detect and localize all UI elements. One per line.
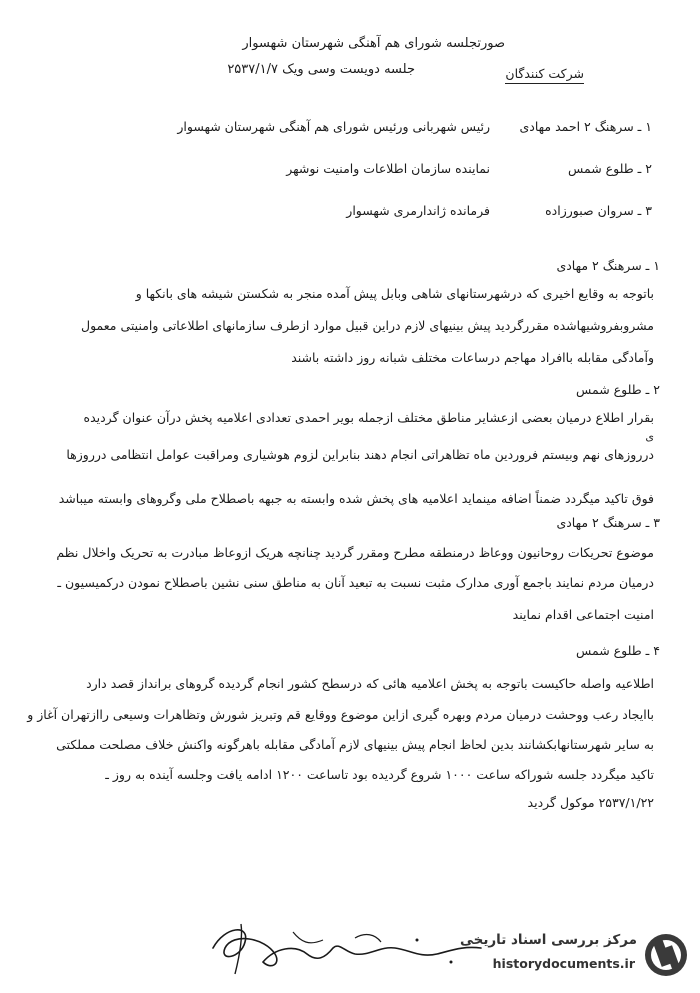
attendee-role: نماینده سازمان اطلاعات وامنیت نوشهر [286,161,490,176]
attendee-role: رئیس شهربانی ورئیس شورای هم آهنگی شهرستان شهسوار [177,119,490,134]
section-line: درروزهای نهم وبیستم فروردین ماه تظاهراتی انجام دهند بنابراین لزوم هوشیاری ومراقبت عوامل انتظامی درروزها [66,447,654,462]
watermark-url: historydocuments.ir [492,956,635,971]
attendee-name: ۲ ـ طلوع شمس [568,161,652,176]
watermark-emblem-icon [643,930,689,980]
section-line: تاکید میگردد جلسه شوراکه ساعت ۱۰۰۰ شروع گردیده بود تاساعت ۱۲۰۰ ادامه یافت وجلسه آینده به روز ـ [105,767,654,782]
section-heading: ۲ ـ طلوع شمس [576,382,660,397]
section-heading: ۳ ـ سرهنگ ۲ مهادی [556,515,660,530]
document-title: صورتجلسه شورای هم آهنگی شهرستان شهسوار [242,36,505,51]
section-line: درمیان مردم نمایند باجمع آوری مدارک مثبت نسبت به تبعید آنان به مناطق سنی نشین باصطلاح نمودن درکمیسیون ـ [57,575,654,590]
section-line: بقرار اطلاع درمیان بعضی ازعشایر مناطق مختلف ازجمله بویر احمدی تعدادی اعلامیه پخش درآن عنوان گردیده [83,410,654,425]
section-line: به سایر شهرستانهابکشانند بدین لحاظ انجام پیش بینیهای لازم آمادگی مقابله باهرگونه واکنش خلاف مصلحت مملکتی [56,737,654,752]
section-heading: ۱ ـ سرهنگ ۲ مهادی [556,258,660,273]
section-heading: ۴ ـ طلوع شمس [576,643,660,658]
attendee-role: فرمانده ژاندارمری شهسوار [346,203,490,218]
section-line: ۲۵۳۷/۱/۲۲ موکول گردید [527,795,654,810]
watermark-name: مرکز بررسی اسناد تاریخی [459,932,637,948]
attendees-heading [505,66,584,81]
section-line: فوق تاکید میگردد ضمناً اضافه مینماید اعلامیه های پخش شده وابسته به جبهه باصطلاح ملی وگروهای وابسته میباشد [58,491,654,506]
attendees-heading-text: شرکت کنندگان [505,66,584,84]
section-line: مشروبفروشیهاشده مقررگردید پیش بینیهای لازم دراین قبیل موارد ازطرف سازمانهای اطلاعاتی وامنیتی معمول [81,318,654,333]
section-line: اطلاعیه واصله حاکیست باتوجه به پخش اعلامیه هائی که درسطح کشور انجام گردیده گروهای برانداز قصد دارد [86,676,654,691]
session-number-date: جلسه دویست وسی ویک ۲۵۳۷/۱/۷ [227,62,415,77]
attendee-name: ۱ ـ سرهنگ ۲ احمد مهادی [519,119,652,134]
section-line: باتوجه به وقایع اخیری که درشهرستانهای شاهی وبابل پیش آمده منجر به شکستن شیشه های بانکها و [135,286,654,301]
attendee-name: ۳ ـ سروان صبورزاده [545,203,652,218]
section-line: موضوع تحریکات روحانیون ووعاظ درمنطقه مطرح ومقرر گردید چنانچه هریک ازوعاظ مبادرت به تحریک واخلال نظم [56,545,654,560]
section-line-insertion: ی [645,430,654,443]
section-line: امنیت اجتماعی اقدام نمایند [512,607,654,622]
watermark [430,928,695,988]
section-line: وآمادگی مقابله باافراد مهاجم درساعات مختلف شبانه روز داشته باشند [291,350,654,365]
section-line: باایجاد رعب ووحشت درمیان مردم وبهره گیری ازاین موضوع ووقایع قم وتبریز شورش وتظاهرات وسیعی راازتهران آغاز و [27,707,654,722]
